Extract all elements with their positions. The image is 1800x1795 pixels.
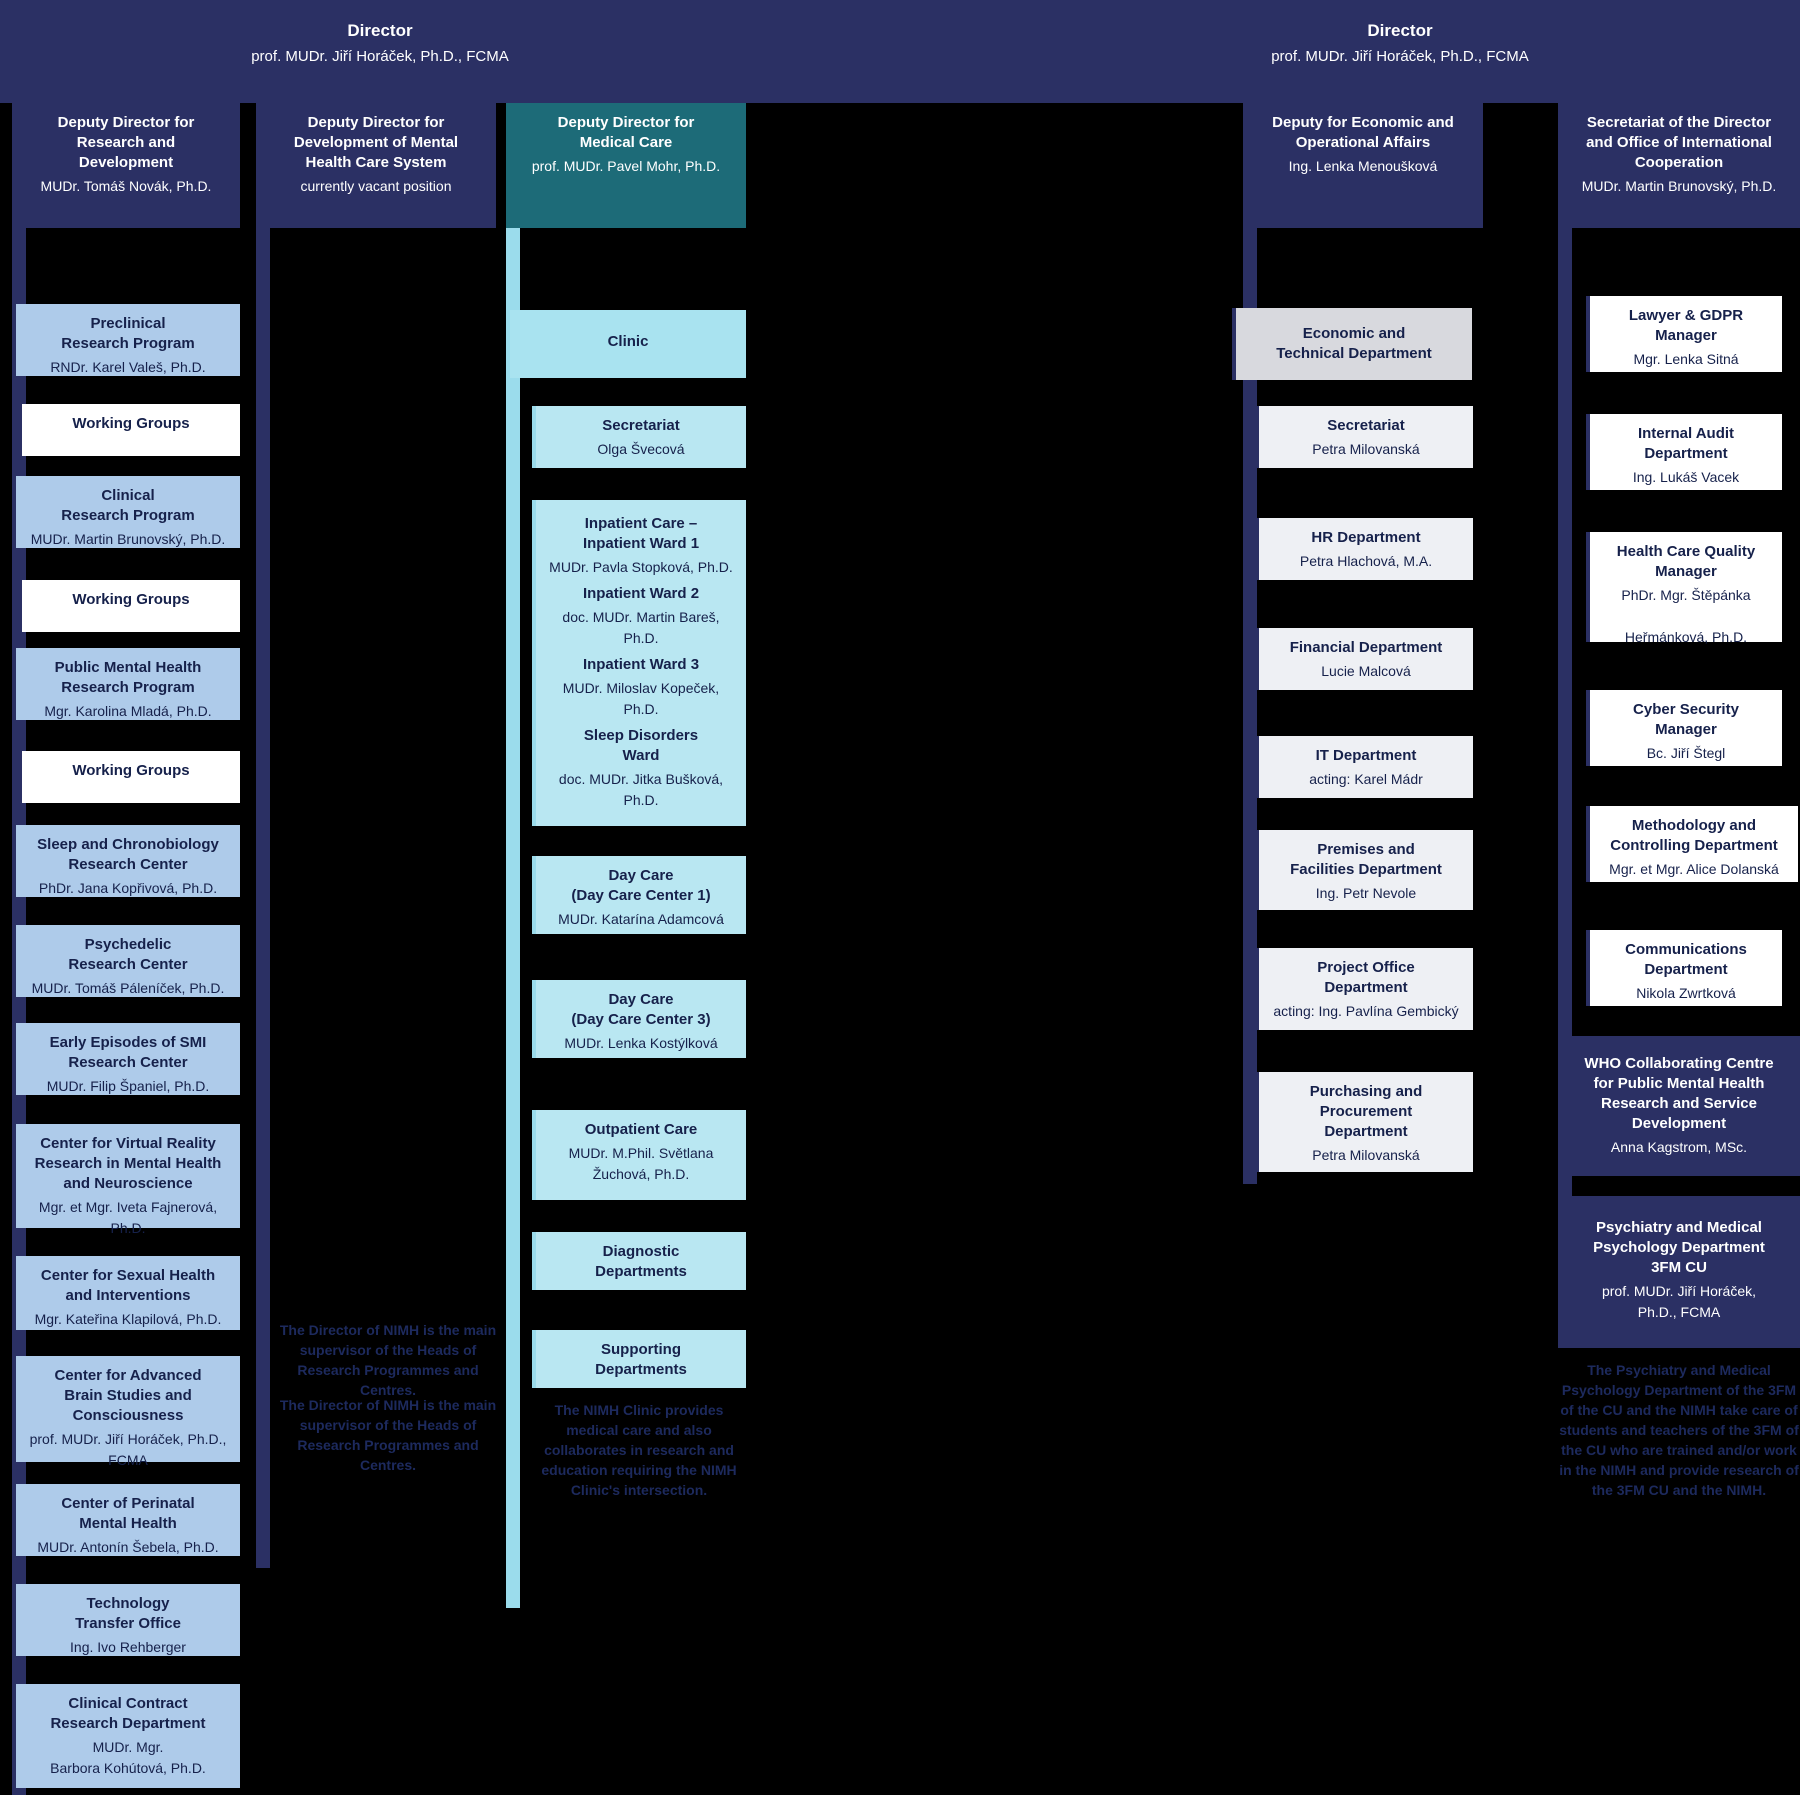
public-mental-health-research-program bbox=[12, 648, 240, 720]
cyber-name: Bc. Jiří Štegl bbox=[1646, 745, 1726, 761]
director-note-2: The Director of NIMH is the main supervisor of the Heads of Research Programmes and Centres. bbox=[279, 1397, 497, 1473]
clinical-research-program bbox=[12, 476, 240, 548]
cyber-security-manager bbox=[1586, 690, 1782, 766]
outpatient-care bbox=[532, 1110, 746, 1200]
sleep-disorders-ward-title: Sleep Disorders Ward bbox=[583, 727, 699, 764]
working-groups-3-title: Working Groups bbox=[72, 762, 190, 779]
economic-technical-department bbox=[1232, 308, 1472, 380]
inpatient-ward-2-title: Inpatient Ward 2 bbox=[582, 585, 700, 602]
secretariat-office-title: Secretariat of the Director and Office of International Cooperation bbox=[1586, 114, 1772, 171]
perinatal-title: Center of Perinatal Mental Health bbox=[61, 1495, 195, 1532]
brain-title: Center for Advanced Brain Studies and Consciousness bbox=[54, 1367, 202, 1424]
clinic-note: The NIMH Clinic provides medical care and also collaborates in research and education requiring the NIMH Clinic's intersection. bbox=[541, 1402, 737, 1498]
lawyer-title: Lawyer & GDPR Manager bbox=[1628, 307, 1744, 344]
virtual-reality-center bbox=[12, 1124, 240, 1236]
inpatient-care bbox=[532, 500, 746, 826]
director-right-name: prof. MUDr. Jiří Horáček, Ph.D., FCMA bbox=[1271, 48, 1529, 65]
preclinical-research-program bbox=[12, 304, 240, 376]
deputy-mc-title: Deputy Director for Medical Care bbox=[557, 114, 695, 151]
sexual-health-name: Mgr. Kateřina Klapilová, Ph.D. bbox=[34, 1311, 222, 1327]
financial-title: Financial Department bbox=[1289, 639, 1443, 656]
methodology-title: Methodology and Controlling Department bbox=[1610, 817, 1778, 854]
project-office-title: Project Office Department bbox=[1317, 959, 1415, 996]
who-collaborating-centre bbox=[1558, 1036, 1800, 1176]
diagnostic-title: Diagnostic Departments bbox=[595, 1243, 687, 1280]
deputy-mh-title: Deputy Director for Development of Mental Health Care System bbox=[293, 114, 459, 171]
smi-title: Early Episodes of SMI Research Center bbox=[49, 1034, 207, 1071]
deputy-mc-name: prof. MUDr. Pavel Mohr, Ph.D. bbox=[531, 158, 721, 174]
sexual-health-title: Center for Sexual Health and Interventions bbox=[40, 1267, 216, 1304]
clinical-rp-title: Clinical Research Program bbox=[61, 487, 195, 524]
project-office-department bbox=[1255, 948, 1473, 1030]
technology-transfer-office bbox=[12, 1584, 240, 1656]
clinical-contract-research-department bbox=[12, 1684, 240, 1788]
project-office-name: acting: Ing. Pavlína Gembický bbox=[1273, 1003, 1459, 1019]
tto-title: Technology Transfer Office bbox=[75, 1595, 181, 1632]
psych-title: Psychiatry and Medical Psychology Department 3FM CU bbox=[1593, 1219, 1765, 1276]
outpatient-name: MUDr. M.Phil. Světlana Žuchová, Ph.D. bbox=[568, 1145, 714, 1182]
methodology-controlling-department bbox=[1586, 806, 1798, 882]
purchasing-procurement-department bbox=[1255, 1072, 1473, 1172]
day-care-3-name: MUDr. Lenka Kostýlková bbox=[564, 1035, 718, 1051]
audit-name: Ing. Lukáš Vacek bbox=[1632, 469, 1740, 485]
internal-audit-department bbox=[1586, 414, 1782, 490]
economic-secretariat-name: Petra Milovanská bbox=[1312, 441, 1420, 457]
working-groups-2 bbox=[18, 580, 240, 632]
working-groups-1 bbox=[18, 404, 240, 456]
premises-title: Premises and Facilities Department bbox=[1290, 841, 1442, 878]
director-right-title: Director bbox=[1367, 21, 1433, 40]
clinic-secretariat bbox=[532, 406, 746, 468]
hr-title: HR Department bbox=[1311, 529, 1421, 546]
clinic-header bbox=[506, 310, 746, 378]
sleep-chronobiology-center bbox=[12, 825, 240, 897]
hr-name: Petra Hlachová, M.A. bbox=[1299, 553, 1433, 569]
psychiatry-medical-psychology-department bbox=[1558, 1196, 1800, 1348]
hr-department bbox=[1255, 518, 1473, 580]
vr-name: Mgr. et Mgr. Iveta Fajnerová, Ph.D. bbox=[38, 1199, 218, 1236]
clinic-secretariat-name: Olga Švecová bbox=[597, 441, 685, 457]
working-groups-3 bbox=[18, 751, 240, 803]
pmh-title: Public Mental Health Research Program bbox=[54, 659, 202, 696]
deputy-mental-health-system bbox=[256, 103, 496, 228]
director-left-name: prof. MUDr. Jiří Horáček, Ph.D., FCMA bbox=[251, 48, 509, 65]
rail-clinic bbox=[506, 228, 520, 1608]
inpatient-ward-3-name: MUDr. Miloslav Kopeček, Ph.D. bbox=[562, 680, 720, 717]
financial-name: Lucie Malcová bbox=[1321, 663, 1411, 679]
clinical-rp-name: MUDr. Martin Brunovský, Ph.D. bbox=[30, 531, 226, 547]
outpatient-title: Outpatient Care bbox=[584, 1121, 698, 1138]
smi-name: MUDr. Filip Španiel, Ph.D. bbox=[46, 1078, 210, 1094]
supporting-departments bbox=[532, 1330, 746, 1388]
communications-title: Communications Department bbox=[1625, 941, 1747, 978]
it-title: IT Department bbox=[1315, 747, 1417, 764]
rail-mh-system bbox=[256, 228, 270, 1568]
rail-research bbox=[12, 228, 26, 1795]
psychedelic-title: Psychedelic Research Center bbox=[68, 936, 188, 973]
it-department bbox=[1255, 736, 1473, 798]
audit-title: Internal Audit Department bbox=[1637, 425, 1735, 462]
tto-name: Ing. Ivo Rehberger bbox=[70, 1639, 186, 1655]
inpatient-ward-3-title: Inpatient Ward 3 bbox=[582, 656, 700, 673]
quality-title: Health Care Quality Manager bbox=[1616, 543, 1756, 580]
psych-name: prof. MUDr. Jiří Horáček, Ph.D., FCMA bbox=[1601, 1283, 1757, 1320]
director-right bbox=[1000, 20, 1800, 68]
premises-facilities-department bbox=[1255, 830, 1473, 910]
secretariat-office-name: MUDr. Martin Brunovský, Ph.D. bbox=[1581, 178, 1777, 194]
advanced-brain-studies-center bbox=[12, 1356, 240, 1468]
brain-name: prof. MUDr. Jiří Horáček, Ph.D., FCMA bbox=[29, 1431, 227, 1468]
psychedelic-research-center bbox=[12, 925, 240, 997]
perinatal-name: MUDr. Antonín Šebela, Ph.D. bbox=[37, 1539, 219, 1555]
day-care-center-3 bbox=[532, 980, 746, 1058]
diagnostic-departments bbox=[532, 1232, 746, 1290]
communications-department bbox=[1586, 930, 1782, 1006]
it-name: acting: Karel Mádr bbox=[1309, 771, 1423, 787]
inpatient-ward-1-name: MUDr. Pavla Stopková, Ph.D. bbox=[549, 559, 733, 575]
director-left-title: Director bbox=[347, 21, 413, 40]
economic-header-title: Economic and Technical Department bbox=[1276, 325, 1432, 362]
deputy-rd-name: MUDr. Tomáš Novák, Ph.D. bbox=[40, 178, 212, 194]
director-left bbox=[0, 20, 760, 68]
preclinical-title: Preclinical Research Program bbox=[61, 315, 195, 352]
psychiatry-note: The Psychiatry and Medical Psychology Department of the 3FM of the CU and the NIMH take care of students and teachers of the 3FM of the CU who are trained and/or work in the NIMH and provide research of the 3FM CU and the NIMH. bbox=[1559, 1362, 1799, 1498]
clinic-secretariat-title: Secretariat bbox=[602, 417, 680, 434]
deputy-medical-care bbox=[506, 103, 746, 228]
communications-name: Nikola Zwrtková bbox=[1636, 985, 1736, 1001]
quality-name: PhDr. Mgr. Štěpánka Heřmánková, Ph.D. bbox=[1621, 587, 1751, 645]
sexual-health-center bbox=[12, 1256, 240, 1330]
day-care-center-1 bbox=[532, 856, 746, 934]
methodology-name: Mgr. et Mgr. Alice Dolanská bbox=[1609, 861, 1779, 877]
secretariat-director-office bbox=[1558, 103, 1800, 228]
working-groups-1-title: Working Groups bbox=[72, 415, 190, 432]
sleep-disorders-ward-name: doc. MUDr. Jitka Bušková, Ph.D. bbox=[558, 771, 724, 808]
deputy-eo-name: Ing. Lenka Menoušková bbox=[1288, 158, 1438, 174]
sleep-center-name: PhDr. Jana Kopřivová, Ph.D. bbox=[38, 880, 218, 896]
deputy-rd-title: Deputy Director for Research and Development bbox=[57, 114, 195, 171]
deputy-eo-title: Deputy for Economic and Operational Affairs bbox=[1272, 114, 1454, 151]
psychedelic-name: MUDr. Tomáš Páleníček, Ph.D. bbox=[31, 980, 225, 996]
economic-secretariat bbox=[1255, 406, 1473, 468]
cyber-title: Cyber Security Manager bbox=[1633, 701, 1739, 738]
day-care-1-title: Day Care (Day Care Center 1) bbox=[571, 867, 711, 904]
financial-department bbox=[1255, 628, 1473, 690]
ccrd-name: MUDr. Mgr. Barbora Kohútová, Ph.D. bbox=[50, 1739, 206, 1776]
purchasing-name: Petra Milovanská bbox=[1312, 1147, 1420, 1163]
director-note-1: The Director of NIMH is the main supervisor of the Heads of Research Programmes and Centres. bbox=[279, 1322, 497, 1398]
inpatient-ward-2-name: doc. MUDr. Martin Bareš, Ph.D. bbox=[562, 609, 720, 646]
health-care-quality-manager bbox=[1586, 532, 1782, 645]
deputy-research-development bbox=[12, 103, 240, 228]
who-name: Anna Kagstrom, MSc. bbox=[1610, 1139, 1748, 1155]
economic-secretariat-title: Secretariat bbox=[1327, 417, 1405, 434]
working-groups-2-title: Working Groups bbox=[72, 591, 190, 608]
who-title: WHO Collaborating Centre for Public Mental Health Research and Service Development bbox=[1584, 1055, 1774, 1132]
pmh-name: Mgr. Karolina Mladá, Ph.D. bbox=[44, 703, 212, 719]
preclinical-name: RNDr. Karel Valeš, Ph.D. bbox=[50, 359, 206, 375]
early-episodes-smi-center bbox=[12, 1023, 240, 1095]
lawyer-name: Mgr. Lenka Sitná bbox=[1633, 351, 1739, 367]
perinatal-mental-health-center bbox=[12, 1484, 240, 1556]
lawyer-gdpr-manager bbox=[1586, 296, 1782, 372]
premises-name: Ing. Petr Nevole bbox=[1315, 885, 1417, 901]
deputy-mh-name: currently vacant position bbox=[300, 178, 452, 194]
day-care-3-title: Day Care (Day Care Center 3) bbox=[571, 991, 711, 1028]
sleep-center-title: Sleep and Chronobiology Research Center bbox=[37, 836, 219, 873]
ccrd-title: Clinical Contract Research Department bbox=[50, 1695, 206, 1732]
inpatient-ward-1-title: Inpatient Care – Inpatient Ward 1 bbox=[582, 515, 700, 552]
vr-title: Center for Virtual Reality Research in Mental Health and Neuroscience bbox=[34, 1135, 222, 1192]
purchasing-title: Purchasing and Procurement Department bbox=[1309, 1083, 1423, 1140]
deputy-economic-operational bbox=[1243, 103, 1483, 228]
day-care-1-name: MUDr. Katarína Adamcová bbox=[558, 911, 724, 927]
clinic-header-title: Clinic bbox=[607, 333, 649, 350]
supporting-title: Supporting Departments bbox=[595, 1341, 687, 1378]
